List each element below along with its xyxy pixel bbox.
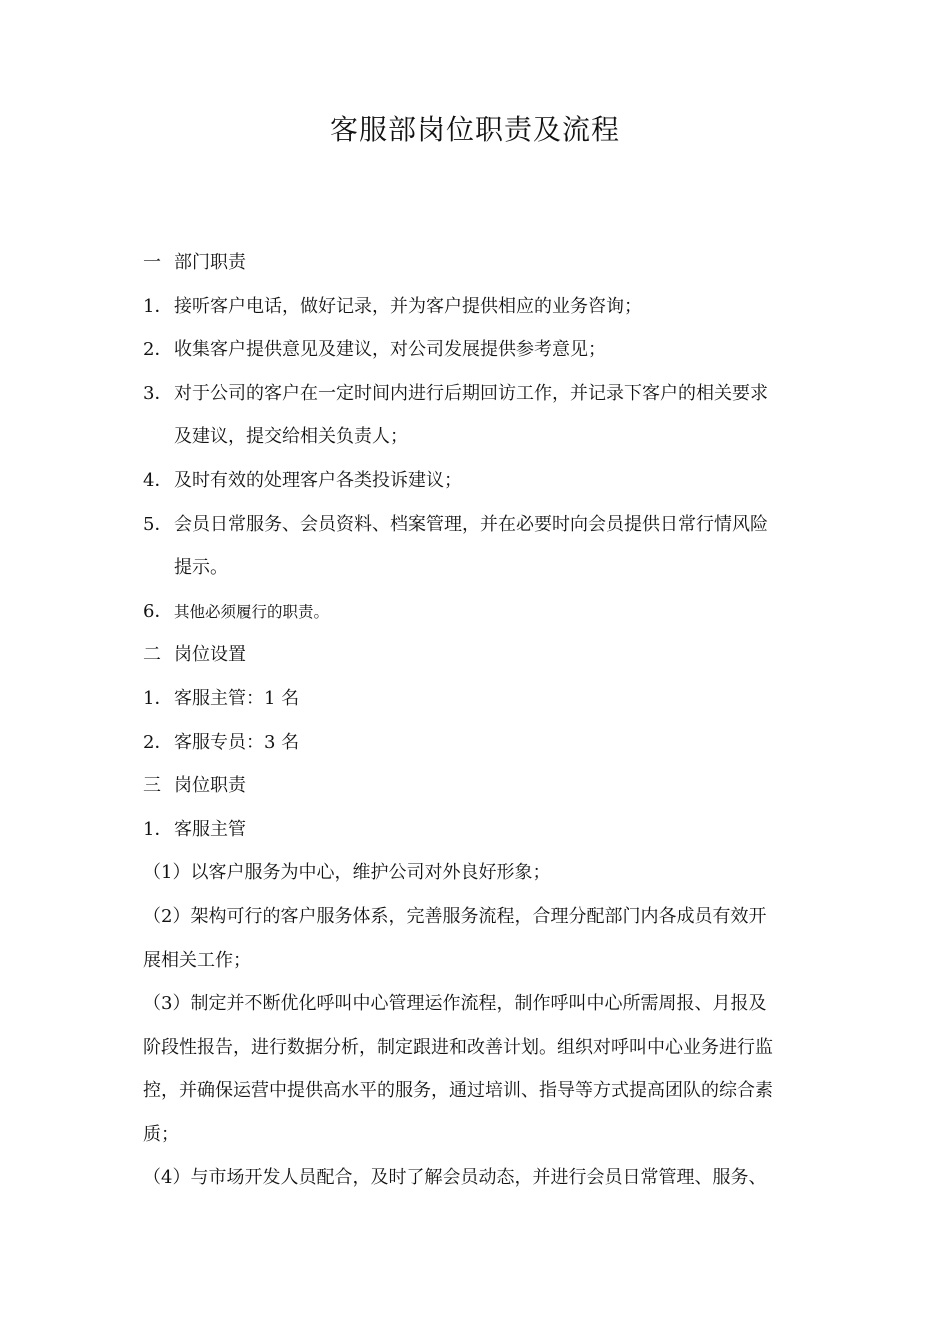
list-item-continuation: 及建议，提交给相关负责人； — [174, 426, 408, 448]
sub-item-continuation: 展相关工作； — [143, 949, 251, 971]
section-heading: 三岗位职责 — [143, 775, 246, 797]
sub-item: （1）以客户服务为中心，维护公司对外良好形象； — [143, 862, 551, 884]
list-item: 2．收集客户提供意见及建议，对公司发展提供参考意见； — [143, 339, 606, 361]
sub-item: （3）制定并不断优化呼叫中心管理运作流程，制作呼叫中心所需周报、月报及 — [143, 993, 767, 1015]
list-item: 3．对于公司的客户在一定时间内进行后期回访工作，并记录下客户的相关要求 — [143, 382, 768, 404]
sub-item: （2）架构可行的客户服务体系，完善服务流程，合理分配部门内各成员有效开 — [143, 905, 767, 927]
sub-item-continuation: 控，并确保运营中提供高水平的服务，通过培训、指导等方式提高团队的综合素 — [143, 1080, 773, 1102]
sub-item-continuation: 阶段性报告，进行数据分析，制定跟进和改善计划。组织对呼叫中心业务进行监 — [143, 1036, 773, 1058]
page-title: 客服部岗位职责及流程 — [329, 113, 620, 146]
list-item: 6．其他必须履行的职责。 — [143, 600, 330, 622]
list-item: 2．客服专员：3 名 — [143, 731, 300, 753]
section-heading: 二岗位设置 — [143, 644, 246, 666]
document-body — [143, 241, 811, 1200]
list-item: 1．接听客户电话，做好记录，并为客户提供相应的业务咨询； — [143, 295, 642, 317]
list-item-continuation: 提示。 — [174, 557, 228, 579]
section-heading: 一部门职责 — [143, 252, 246, 273]
list-item: 4．及时有效的处理客户各类投诉建议； — [143, 469, 462, 491]
list-item: 1．客服主管：1 名 — [143, 687, 300, 709]
list-item: 5．会员日常服务、会员资料、档案管理，并在必要时向会员提供日常行情风险 — [143, 513, 768, 535]
list-item: 1．客服主管 — [143, 818, 246, 840]
sub-item: （4）与市场开发人员配合，及时了解会员动态，并进行会员日常管理、服务、 — [143, 1167, 767, 1189]
sub-item-continuation: 质； — [143, 1123, 179, 1145]
